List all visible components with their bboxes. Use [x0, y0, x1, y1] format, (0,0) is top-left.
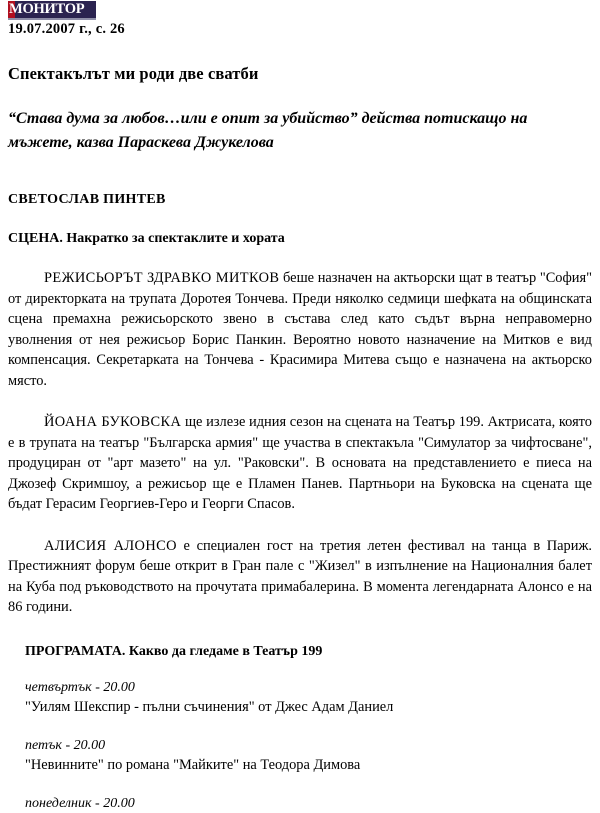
paragraph-lead-in: РЕЖИСЬОРЪТ ЗДРАВКО МИТКОВ	[44, 270, 280, 286]
program-entry	[25, 794, 592, 813]
article-subheadline: “Става дума за любов…или е опит за убийство” действа потискащо на мъжете, казва Параскева Джукелова	[8, 110, 528, 151]
dateline: 19.07.2007 г., с. 26	[8, 21, 125, 37]
article-headline: Спектакълът ми роди две сватби	[8, 64, 259, 83]
program-entry	[25, 736, 592, 776]
program-title: "Невинните" по романа "Майките" на Теодора Димова	[25, 756, 361, 773]
logo-text: МОНИТОР	[9, 1, 85, 17]
paragraph-text: беше назначен на актьорски щат в театър "София" от директорката на трупата Доротея Тончева. Преди няколко седмици шефката на общинската сцена премахна режисьорското звено в състава след като съдът върна неправомерно уволнения от нея режисьор Борис Панкин. Вероятно новото назначение на Митков е вид компенсация. Секретарката на Тончева - Красимира Митева също е назначена на актьорско място.	[8, 270, 593, 389]
body-paragraph	[8, 412, 592, 515]
section-heading: СЦЕНА. Накратко за спектаклите и хората	[8, 231, 285, 246]
paragraph-text: ще излезе идния сезон на сцената на Театър 199. Актрисата, която е в трупата на театър "Българска армия" ще участва в спектакъла "Симулатор за чифтосване", продуциран от "арт мазето" на ул. "Раковски". В основата на представлението е пиеса на Джозеф Скримшоу, а режисьор ще е Пламен Панев. Партньори на Буковска на сцената ще бъдат Герасим Георгиев-Геро и Георги Спасов.	[8, 414, 592, 512]
program-entry	[25, 678, 592, 718]
paragraph-lead-in: АЛИСИЯ АЛОНСО	[44, 537, 177, 554]
program-day: четвъртък - 20.00	[25, 679, 135, 695]
program-day: петък - 20.00	[25, 737, 106, 753]
paragraph-lead-in: ЙОАНА БУКОВСКА	[44, 414, 182, 430]
paragraph-text: е специален гост на третия летен фестивал на танца в Париж. Престижният форум беше открит в Гран пале с "Жизел" в изпълнение на Националния балет на Куба под ръководството на прочутата примабалерина. В момента легендарната Алонсо е на 86 години.	[8, 537, 592, 615]
article-page	[0, 1, 600, 811]
program-title: "Уилям Шекспир - пълни съчинения" от Джес Адам Даниел	[25, 698, 394, 715]
program-day: понеделник - 20.00	[25, 795, 135, 811]
logo-underline-rule	[8, 18, 96, 20]
body-paragraph	[8, 536, 592, 618]
newspaper-logo	[8, 1, 96, 18]
author-byline: СВЕТОСЛАВ ПИНТЕВ	[8, 192, 166, 207]
program-heading: ПРОГРАМАТА. Какво да гледаме в Театър 199	[25, 643, 323, 659]
body-paragraph	[8, 268, 592, 391]
